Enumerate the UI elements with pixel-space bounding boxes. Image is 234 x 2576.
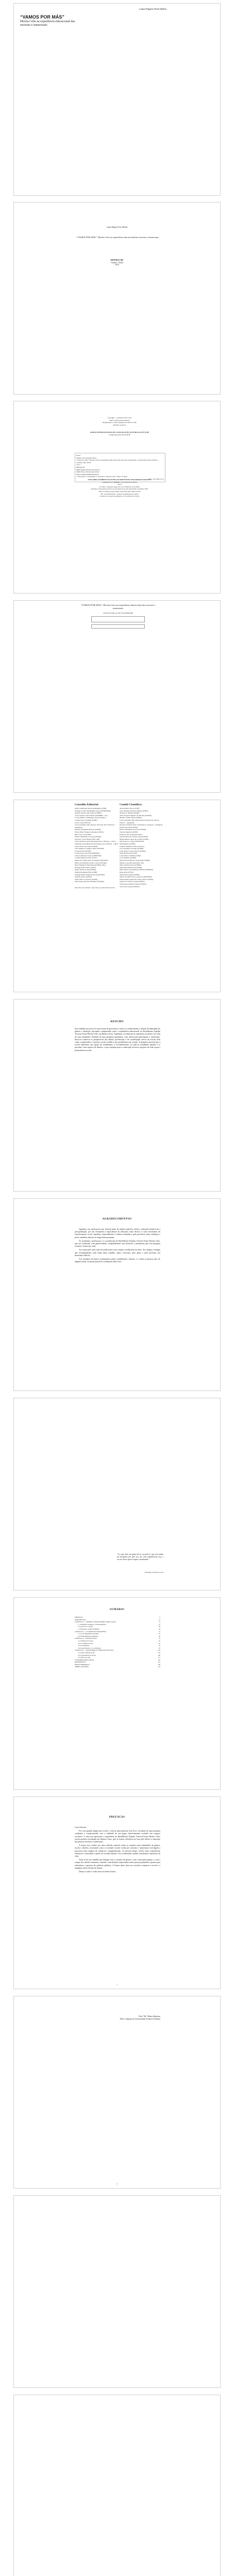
toc-entry-label: INTRODUÇÃO	[75, 1618, 86, 1621]
scientific-committee-member: Marília Costa Morosini (PUC-RS)	[120, 861, 144, 864]
toc-entry-page: 29	[158, 1625, 160, 1628]
editorial-council-member: Elione Maria Nogueira Diogenes (UFAL)	[75, 831, 104, 833]
page-number: 9	[116, 1984, 118, 1986]
catalog-line: M722	[76, 454, 81, 456]
preface-paragraph: Desejo a todos e todas uma excelente leitura.	[79, 1870, 116, 1873]
scientific-committee-member: Maria Eurácia Barreto de Andrade (UFRB)	[120, 859, 150, 862]
toc-entry-label: 2.1 Lei de Identidade de Gênero	[78, 1633, 99, 1635]
toc-entry-label: 1.2 A escola e a norma	[78, 1625, 93, 1628]
toc-heading: SUMÁRIO	[109, 1608, 125, 1611]
blank-page	[13, 2395, 221, 2576]
editorial-council-member: Carlos Federico Dominguez Avila (Unieuro)	[75, 817, 106, 819]
scientific-committee-member: Vera Lucia Gaspar (UDESC)	[120, 885, 140, 888]
preface-signature-block	[75, 2015, 160, 2020]
copyright-line: Copyright © da Editora CRV Ltda.	[107, 417, 132, 419]
acknowledgments-paragraph: Às estudantes, professoras e à coordenação do Bachillerato Popular Travesti-Trans Mocha Celis, que me receberam com generosidade, compartilharam suas histórias e permitiram que esta pesquisa existisse. Vamos por más.	[75, 1239, 160, 1248]
toc-entry-label: SOBRE A AUTORA	[75, 1666, 89, 1668]
scientific-committee-member: Gláucia Maria dos Santos Jorge (UFOP)	[120, 836, 148, 838]
toc-entry-label: CONSIDERAÇÕES FINAIS	[75, 1658, 94, 1661]
copyright-footer-line: Proibida a reprodução parcial ou total desta obra sem autorização da Editora CRV	[91, 488, 148, 490]
editorial-council-member: Antônio Pereira Gaio Júnior (UFRRJ)	[75, 812, 102, 815]
scientific-committee-member: Rene Alves (UFSC)	[120, 871, 134, 874]
toc-entry-label: 3.2 O cotidiano escolar	[78, 1642, 93, 1645]
epigraph-author: Estudante da Mocha Celis	[145, 1571, 163, 1573]
editorial-council-member: Maria Lília Imbiriba Sousa Colares (UFOPA)	[75, 861, 107, 864]
cip-heading-block	[76, 431, 163, 436]
copyright-page	[13, 401, 221, 594]
toc-entry-page: 21	[158, 1623, 160, 1625]
cip-header: DADOS INTERNACIONAIS DE CATALOGAÇÃO NA PUBLICAÇÃO (CIP)	[90, 431, 149, 433]
scientific-committee-header: Comitê Científico:	[120, 803, 142, 806]
scientific-committee-member: Fauston Negreiros (UFPI)	[120, 831, 138, 833]
toc-entry-page: 125	[158, 1658, 160, 1661]
catalog-line: CDU 376 CDD 371.9	[148, 478, 164, 480]
editorial-council-member: Eduardo Fernandes Barbosa (UFMG)	[75, 828, 102, 831]
catalog-line: ISBN Físico 978-85-444-2543-9	[76, 471, 99, 473]
toc-entry-page: 49	[158, 1635, 160, 1637]
editorial-council-member: Lídia de Oliveira Xavier (UNIEURO)	[75, 854, 102, 857]
editorial-council-list	[75, 807, 118, 883]
toc-entry-page: 13	[158, 1618, 160, 1621]
editorial-council-member: Élsio José Corá (UFFS)	[75, 833, 92, 836]
title-page-publisher-block	[14, 259, 220, 266]
toc-entry-page: 41	[158, 1633, 160, 1635]
toc-entry-page: 141	[158, 1666, 160, 1668]
scientific-committee-member: Joao Fernando de Araujo (UNEB)	[120, 848, 144, 850]
editorial-council-member: Paulo Romualdo Hernandes (UNIFAL-MG)	[75, 864, 106, 867]
catalog-line: ISBN Digital 978-85-444-2544-6	[76, 468, 100, 471]
half-title-page	[13, 600, 221, 793]
catalog-line: DOI 10.24824/978854442543.9	[76, 473, 99, 476]
editorial-council-member: Simone Rodrigues Pinto (UNB)	[75, 871, 97, 874]
catalog-line: Bibliografia	[76, 466, 85, 468]
scientific-committee-member: Altair Alberto Fávero (UPF)	[120, 807, 140, 809]
toc-entry-label: CAPÍTULO 1 – GÊNERO, SEXUALIDADE E EDUCAÇÃO	[75, 1621, 116, 1623]
acknowledgments-heading: AGRADECIMENTOS	[102, 1217, 132, 1221]
toc-entry-label: CAPÍTULO 4 – TRAJETÓRIAS E PROJETOS DE VIDA	[75, 1649, 113, 1652]
scientific-committee-member: Ilma Passos A. Veiga (UNICEUB)	[120, 840, 144, 843]
collection-logo-frame	[91, 624, 145, 629]
preface-body	[75, 1826, 160, 1873]
toc-entry-page: 35	[158, 1628, 160, 1630]
toc-entry-label: CAPÍTULO 2 – O CONTEXTO ARGENTINO	[75, 1630, 106, 1633]
collection-logo-frame	[91, 616, 145, 622]
editorial-council-member: Rodrigo Pratte-Santos (UFES)	[75, 866, 96, 869]
copyright-footer	[76, 479, 163, 498]
scientific-committee-member: Helder Buenos Aires de Carvalho (UFPI)	[120, 838, 149, 840]
preface-signature-affiliation: Profa. Adjunta da Universidade Federal da Bahia	[120, 2018, 160, 2021]
editorial-council-member: Carlos Alberto Vilar Estêvão (UMINHO – PT)	[75, 814, 108, 817]
editorial-council-member: Josania Portela (UFPI)	[75, 850, 91, 852]
editorial-council-member: Francisco Carlos Duarte (PUC-PR)	[75, 838, 99, 840]
scientific-committee-member: Salete de Fatima Noro Cordeiro (UNIOESTE)	[120, 876, 152, 878]
scientific-committee-member: Olga Maria Bittencourt (UFPB)	[120, 866, 142, 869]
blank-page	[13, 2195, 221, 2388]
acknowledgments-paragraph: Aos meus pais, pelo amor incondicional e por sempre acreditarem em mim. Aos amigos e amigas que acompanharam cada etapa deste trabalho, pelas conversas, pelo apoio e pela presença nos momentos difíceis.	[75, 1248, 160, 1257]
editorial-council-member: Celso Conti (UFSCar)	[75, 821, 91, 824]
toc-entry-page: 101	[158, 1651, 160, 1654]
cover-title-main: “VAMOS POR MÁS”	[20, 14, 64, 20]
editorial-council-member: Sérgio Nunes de Jesus (IFRO)	[75, 869, 96, 871]
copyright-footer-line: Conheça os nossos lançamentos: www.editoracrv.com.br	[99, 495, 140, 498]
toc-entry-label: ÍNDICE REMISSIVO	[75, 1663, 90, 1666]
scientific-committee-member: Ana Chrystina Venancio Mignot (UERJ)	[120, 809, 148, 812]
scientific-committee-list	[120, 807, 163, 888]
abstract-text: Este trabalho procurou ser uma forma de aproximar e trazer ao conhecimento o debate de identidade de gênero e educação, buscando compreender como a experiência educacional no Bachillerato Popular Travesti-Trans Mocha Celis, em Buenos Aires, Argentina, se relaciona às trajetórias escolares e de vida de suas estudantes. Partindo de uma pesquisa qualitativa, com observação participante e entrevistas, busca-se conhecer as perspectivas das alunas, professoras e da coordenação acerca da escola, bem como compreender o contexto social e político que possibilitou sua criação. A pesquisa mostrou que a escola representa um espaço de acolhimento e reconhecimento, no qual as estudantes passam a se perceber como sujeitos de direitos, o que contribui para a construção de novos projetos de vida e para a permanência escolar.	[75, 1027, 160, 1052]
toc-entry-page: 117	[158, 1656, 160, 1659]
editorial-council-member: Tania Suely Azevedo Brasileiro (UFOPA)	[75, 880, 104, 883]
copyright-line: Editor-chefe: Railson Moura	[109, 419, 130, 421]
editorial-council-member: Andréia da Silva Quintanilha Sousa (UNIR/UFRN)	[75, 809, 111, 812]
copyright-line: Revisão: A Autora	[113, 423, 126, 426]
editorial-council-member: Sydione Santos (UEPG)	[75, 876, 92, 878]
toc-entry-page: 139	[158, 1663, 160, 1666]
scientific-committee-member: Inês Bragança (UERJ)	[120, 842, 136, 845]
toc-entry-page: 21	[158, 1621, 160, 1623]
toc-entry-page: 101	[158, 1649, 160, 1652]
toc-entry-label: 4.2 A experiência na escola	[78, 1654, 96, 1656]
scientific-committee-member: Kátia Maria Abud (USP)	[120, 852, 137, 855]
toc-entry-page: 79	[158, 1645, 160, 1647]
copyright-footer-line: 2018	[118, 483, 122, 486]
editorial-council-member: Tadeu Oliver Gonçalves (UFPA)	[75, 878, 98, 880]
toc-entry-label: 3.1 A história da escola	[78, 1639, 93, 1642]
preface-page	[13, 1797, 221, 1989]
councils-note: Este livro foi avaliado e aprovado por pareceristas ad hoc.	[75, 887, 115, 889]
abstract-page	[13, 999, 221, 1192]
scientific-committee-member: Jadilson Marinho da Silva (UFCG)	[120, 845, 144, 848]
toc-entry-page: 67	[158, 1642, 160, 1645]
toc-entry-label: 3.4 As professoras e a coordenação	[78, 1647, 101, 1649]
preface-signature: Prof.ª Dr.ª Marta Barbosa	[139, 2015, 160, 2018]
publisher-city: Curitiba – Brasil	[111, 261, 123, 264]
toc-entry-label: 3.3 As estudantes	[78, 1645, 90, 1647]
toc-page	[13, 1597, 221, 1790]
scientific-committee-member: Barbara Coelho Neves (UFBA)	[120, 817, 142, 819]
copyright-footer-line: CONHEÇA E COMPRE: www.editoracrv.com.br	[102, 481, 137, 483]
scientific-committee-member: Sabrina Plá Sandini (UFPR)	[120, 873, 140, 876]
scientific-committee-member: Silvana Maria Aparecida Viana Santos (UFMA)	[120, 878, 154, 880]
acknowledgments-body	[75, 1228, 160, 1263]
editorial-council-member: Leonel Severo Rocha (UNISINOS)	[75, 852, 100, 855]
copyright-footer-line: Tel.: (41) 3039-6418 – E-mail: sac@editoracrv.com.br	[101, 493, 139, 495]
toc-entry-page: 109	[158, 1654, 160, 1656]
cip-subheader: CATALOGAÇÃO NA FONTE	[108, 433, 131, 436]
toc-entry-page: 91	[158, 1647, 160, 1649]
acknowledgments-paragraph: Aos membros da banca examinadora, pelas contribuições valiosas, e a todas as pessoas que, de alguma forma, tornaram possível a realização deste livro.	[75, 1258, 160, 1263]
scientific-committee-member: Andréia N. Militão (UEMS)	[120, 812, 140, 815]
editorial-council-header: Conselho Editorial:	[75, 803, 99, 806]
toc-entry-page: 131	[158, 1661, 160, 1664]
toc-list	[75, 1616, 160, 1668]
toc-entry-label: PREFÁCIO	[75, 1616, 83, 1618]
scientific-committee-member: Cesar Gerónimo Tello (Universidad Nacional de Três de Febrero – Argentina)	[120, 819, 159, 824]
editorial-council-member: Aldira Guimarães Duarte Domínguez (UNB)	[75, 807, 107, 809]
title-page-author: Luana Pagano Peres Molina	[106, 226, 128, 228]
catalog-line: 1. Educação 2. Transexuais 3. Travestis 4. Mocha Celis I. Título II. Série.	[76, 476, 128, 478]
copyright-line: Diagramação e Capa: Designers da Editora CRV	[102, 421, 137, 424]
publisher-year: 2018	[115, 264, 119, 266]
catalog-line: Molina, Luana Pagano Peres.	[76, 456, 97, 459]
collection-label: COLEÇÃO EDUCAÇÃO E DIVERSIDADE	[103, 612, 133, 614]
epigraph-page	[13, 1398, 221, 1590]
editorial-council-member: Elizeu Clementino de Souza (UNEB)	[75, 836, 101, 838]
toc-entry-page: 41	[158, 1630, 160, 1633]
preface-heading: PREFÁCIO	[109, 1816, 125, 1819]
copyright-footer-line: Todos os direitos desta edição reservados pela: Editora CRV	[98, 490, 141, 493]
editorial-council-member: Carmen Tereza Velanga (UNIR)	[75, 819, 97, 821]
copyright-credits	[76, 417, 163, 426]
preface-paragraph: Caros leitores,	[75, 1826, 87, 1828]
publisher-name: EDITORA CRV	[110, 259, 124, 261]
editorial-council-member: Guillermo Arias Beatón (Universidade de La Havana – Cuba)	[75, 842, 118, 845]
editorial-council-member: Maria de Lourdes Pinto de Almeida (UNOESC)	[75, 859, 109, 862]
preface-paragraph: A autora nos conduz por uma reflexão sensível sobre as relações entre identidade de gênero, escola e direitos, mostrando como a exclusão escolar vivida por travestis e transexuais está ligada a processos mais amplos de violência e marginalização. Ao mesmo tempo, revela como experiências educativas construídas a partir do reconhecimento e do acolhimento podem transformar trajetórias de vida.	[75, 1844, 160, 1858]
scientific-committee-member: Otilia Maria Lucia Barbosa Seiffert (UNIFESP)	[120, 869, 154, 871]
preface-paragraph: Foi com grande alegria que recebi o convite para prefaciar este livro, resultado de uma pesquisa cuidadosa e comprometida com a realidade de um grupo historicamente excluído dos espaços escolares. A obra nos apresenta a experiência do Bachillerato Popular Travesti-Trans Mocha Celis, escola pioneira localizada em Buenos Aires, que se tornou referência na luta pelo direito à educação das pessoas travestis e transexuais.	[75, 1829, 160, 1843]
editorial-council-member: Jailson Alves dos Santos (UFRJ)	[75, 845, 98, 848]
toc-entry-page: 9	[159, 1616, 160, 1618]
scientific-committee-member: Suzana dos Santos Gomes (UFMG)	[120, 880, 145, 883]
copyright-footer-line: ESTA OBRA TAMBÉM ENCONTRA-SE DISPONÍVEL EM FORMATO DIGITAL.	[88, 479, 152, 481]
half-title: “VAMOS POR MÁS”: Mocha Celis na experiência educacional das travestis e transexuais	[80, 604, 156, 609]
toc-entry-label: 1.3 Educação e direitos humanos	[78, 1628, 100, 1630]
scientific-committee-member: Francisco Ari de Andrade (UFC)	[120, 833, 143, 836]
scientific-committee-member: Eliane Rose Maio (UEM)	[120, 826, 138, 828]
abstract-heading: RESUMO	[110, 1020, 124, 1023]
toc-entry-label: 1.1 Identidade de gênero e transexualidade	[78, 1623, 106, 1625]
cover-page	[13, 3, 221, 196]
scientific-committee-member: Diosnel Centurion (Univ Autónoma de Asunción – Paraguai)	[120, 824, 162, 826]
toc-entry-page: 57	[158, 1637, 160, 1640]
councils-page	[13, 800, 221, 992]
toc-entry-label: CAPÍTULO 3 – MOCHA CELIS	[75, 1637, 97, 1640]
catalog-line: “Vamos por más”: Mocha Celis na experiência educacional das travestis e transexuais / Luana Pagano Peres Molina – Curitiba: CRV, 2018.	[76, 459, 159, 464]
title-page-title: “VAMOS POR MÁS”: Mocha Celis na experiência educacional das travestis e transexuais	[76, 236, 159, 239]
cover-author: Luana Pagano Peres Molina	[139, 8, 166, 10]
toc-entry-label: 4.3 Vamos por más	[78, 1656, 91, 1659]
toc-entry-label: 2.2 Os Bachilleratos Populares	[78, 1635, 98, 1637]
toc-entry-label: REFERÊNCIAS	[75, 1661, 86, 1664]
preface-signature-page	[13, 1996, 221, 2189]
editorial-council-member: Solange Helena Ximenes-Rocha (UFOPA)	[75, 873, 105, 876]
scientific-committee-member: Vânia Alves Martins Chaigar (FURG)	[120, 883, 146, 885]
catalog-line: 142 p.	[76, 464, 81, 466]
scientific-committee-member: Marta Teixeira Neves (UFMG)	[120, 864, 142, 867]
acknowledgments-paragraph: Agradeço aos professores que fizeram parte da minha trajetória, desde a educação infantil até a pós-graduação, por me ensinarem a importância da educação como direito e como ferramenta de transformação social. Agradeço especialmente à minha orientadora, pela paciência, pela confiança e pelos caminhos abertos ao longo desta pesquisa.	[75, 1228, 160, 1239]
scientific-committee-member: Anna Augusta Sampaio de Oliveira (UNESP)	[120, 814, 152, 817]
cover-title-sub: Mocha Celis na experiência educacional das travestis e transexuais	[20, 20, 75, 27]
catalog-card	[75, 453, 165, 482]
epigraph-text: “Lo que más me gusta de la escuela es que acá nadie me pregunta por qué soy así. Acá simplemente soy, y eso me hace querer seguir estudiando.”	[117, 1553, 163, 1561]
page-number: 10	[116, 2183, 118, 2185]
copyright-footer-line: Foi feito o depósito legal conf. Lei 10.994 de 14/12/2004	[99, 485, 140, 488]
editorial-council-member: Cesar Gerónimo Tello (Univer. Nacional Três de Febrero – Argentina)	[75, 824, 116, 828]
scientific-committee-member: Jorge Alberto Lago Fonseca (UFMA)	[120, 850, 146, 852]
editorial-council-member: Gloria Fariñas León (Universidade de La Havana – Cuba)	[75, 840, 115, 843]
acknowledgments-page	[13, 1198, 221, 1391]
scientific-committee-member: Lucia Maria Gil Bittar (UEM)	[120, 854, 141, 857]
scientific-committee-member: Lucia Pinheiro (UFPB)	[120, 857, 136, 859]
editorial-council-member: João Adalberto Campato Junior (UNESP)	[75, 848, 104, 850]
editorial-council-member: Lourdes Helena da Silva (UFV)	[75, 857, 97, 859]
toc-entry-label: 4.1 Antes da Mocha Celis	[78, 1651, 95, 1654]
toc-entry-page: 57	[158, 1639, 160, 1642]
preface-paragraph: Trata-se de um trabalho que dialoga com os estudos de gênero, com a educação popular e com o campo dos direitos humanos, trazendo contribuições importantes tanto para pesquisadores quanto para educadores e gestores de políticas públicas. A leitura desta obra nos convida a repensar a escola e a imaginar outras formas de educar.	[75, 1858, 160, 1869]
scientific-committee-member: Elizeu Clementino de Souza (UNEB)	[120, 828, 146, 831]
title-page	[13, 202, 221, 395]
